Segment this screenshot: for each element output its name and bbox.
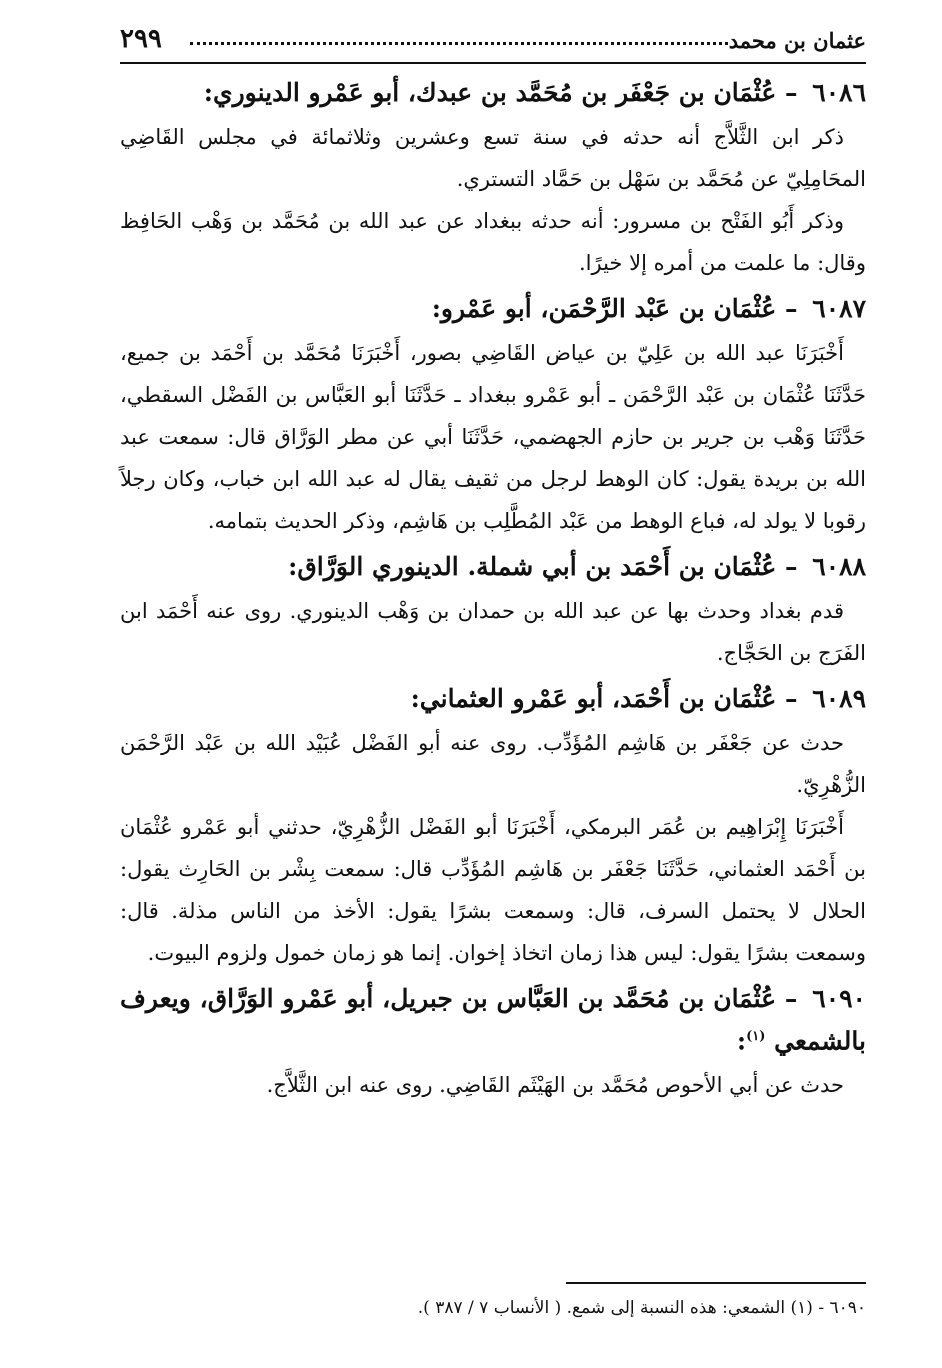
entry-paragraph: ذكر ابن الثَّلاَّج أنه حدثه في سنة تسع وعشرين وثلاثمائة في مجلس القَاضِي المحَامِلِيّ عن مُحَمَّد بن سَهْل بن حَمَّاد التستري. (120, 125, 866, 191)
entry-title-end: : (736, 1026, 747, 1056)
running-header (120, 22, 866, 64)
entry-title: عُثْمَان بن جَعْفَر بن مُحَمَّد بن عبدك، أبو عَمْرو الدينوري: (203, 78, 777, 107)
entry-paragraph: وذكر أَبُو الفَتْح بن مسرور: أنه حدثه ببغداد عن عبد الله بن مُحَمَّد بن وَهْب الحَافِظ وقال: ما علمت من أمره إلا خيرًا. (120, 209, 866, 275)
entry-heading (120, 290, 866, 328)
entry-heading (120, 980, 866, 1060)
entry-paragraph: حدث عن جَعْفَر بن هَاشِم المُؤَدِّب. روى عنه أبو الفَضْل عُبَيْد الله بن عَبْد الرَّحْمَن الزُّهْرِيّ. (120, 731, 866, 797)
entry-heading (120, 74, 866, 112)
footnote-divider (566, 1282, 866, 1284)
entry-paragraph: قدم بغداد وحدث بها عن عبد الله بن حمدان بن وَهْب الدينوري. روى عنه أَحْمَد ابن الفَرَج بن الحَجَّاج. (120, 599, 866, 665)
dotted-leader (190, 42, 728, 45)
entry-dash: – (776, 552, 798, 581)
entry-paragraph: أَخْبَرَنَا إِبْرَاهِيم بن عُمَر البرمكي، أَخْبَرَنَا أبو الفَضْل الزُّهْرِيّ، حدثني أبو عَمْرو عُثْمَان بن أَحْمَد العثماني، حَدَّثَنَا جَعْفَر بن هَاشِم المُؤَدِّب قال: سمعت بِشْر بن الحَارِث يقول: الحلال لا يحتمل السرف، قال: وسمعت بشرًا يقول: الأخذ من الناس مذلة. قال: وسمعت بشرًا يقول: ليس هذا زمان اتخاذ إخوان. إنما هو زمان خمول ولزوم البيوت. (120, 815, 866, 965)
entry (120, 980, 866, 1106)
entry-title: عُثْمَان بن مُحَمَّد بن العَبَّاس بن جبريل، أبو عَمْرو الوَرَّاق، ويعرف بالشمعي (120, 984, 866, 1056)
entry-number: ٦٠٨٧ (812, 294, 866, 323)
entry-number: ٦٠٨٨ (812, 552, 866, 581)
entry-dash: – (776, 684, 798, 713)
entry-paragraph: أَخْبَرَنَا عبد الله بن عَلِيّ بن عياض القَاضِي بصور، أَخْبَرَنَا مُحَمَّد بن أَحْمَد بن جميع، حَدَّثَنَا عُثْمَان بن عَبْد الرَّحْمَن ـ أبو عَمْرو ببغداد ـ حَدَّثَنَا أبو العَبَّاس بن الفَضْل السقطي، حَدَّثَنَا وَهْب بن جرير بن حازم الجهضمي، حَدَّثَنَا أبي عن مطر الوَرَّاق قال: سمعت عبد الله بن بريدة يقول: كان الوهط لرجل من ثقيف يقال له عبد الله ابن خباب، وكان رجلاً رقوبا لا يولد له، فباع الوهط من عَبْد المُطَّلِب بن هَاشِم، وذكر الحديث بتمامه. (120, 341, 866, 533)
page-number: ٢٩٩ (120, 24, 162, 54)
footnote-reference[interactable]: (١) (746, 1029, 766, 1044)
entry-title: عُثْمَان بن عَبْد الرَّحْمَن، أبو عَمْرو: (431, 294, 777, 323)
entry-heading (120, 548, 866, 586)
entry (120, 680, 866, 974)
footnote: ٦٠٩٠ - (١) الشمعي: هذه النسبة إلى شمع. ( الأنساب ٧ / ٣٨٧ ). (417, 1298, 866, 1318)
entry-number: ٦٠٨٩ (812, 684, 866, 713)
entry (120, 548, 866, 674)
entry-dash: – (776, 984, 798, 1013)
page-body (120, 68, 866, 1106)
entry-number: ٦٠٩٠ (812, 984, 866, 1013)
entry (120, 74, 866, 284)
entry-dash: – (776, 294, 798, 323)
entry (120, 290, 866, 542)
entry-dash: – (776, 78, 798, 107)
entry-paragraph: حدث عن أبي الأحوص مُحَمَّد بن الهَيْثَم القَاضِي. روى عنه ابن الثَّلاَّج. (266, 1073, 844, 1098)
running-title: عثمان بن محمد (728, 28, 866, 53)
entry-title: عُثْمَان بن أَحْمَد، أبو عَمْرو العثماني: (410, 684, 777, 713)
entry-heading (120, 680, 866, 718)
entry-title: عُثْمَان بن أَحْمَد بن أبي شملة. الدينوري الوَرَّاق: (288, 552, 777, 581)
entry-number: ٦٠٨٦ (812, 78, 866, 107)
